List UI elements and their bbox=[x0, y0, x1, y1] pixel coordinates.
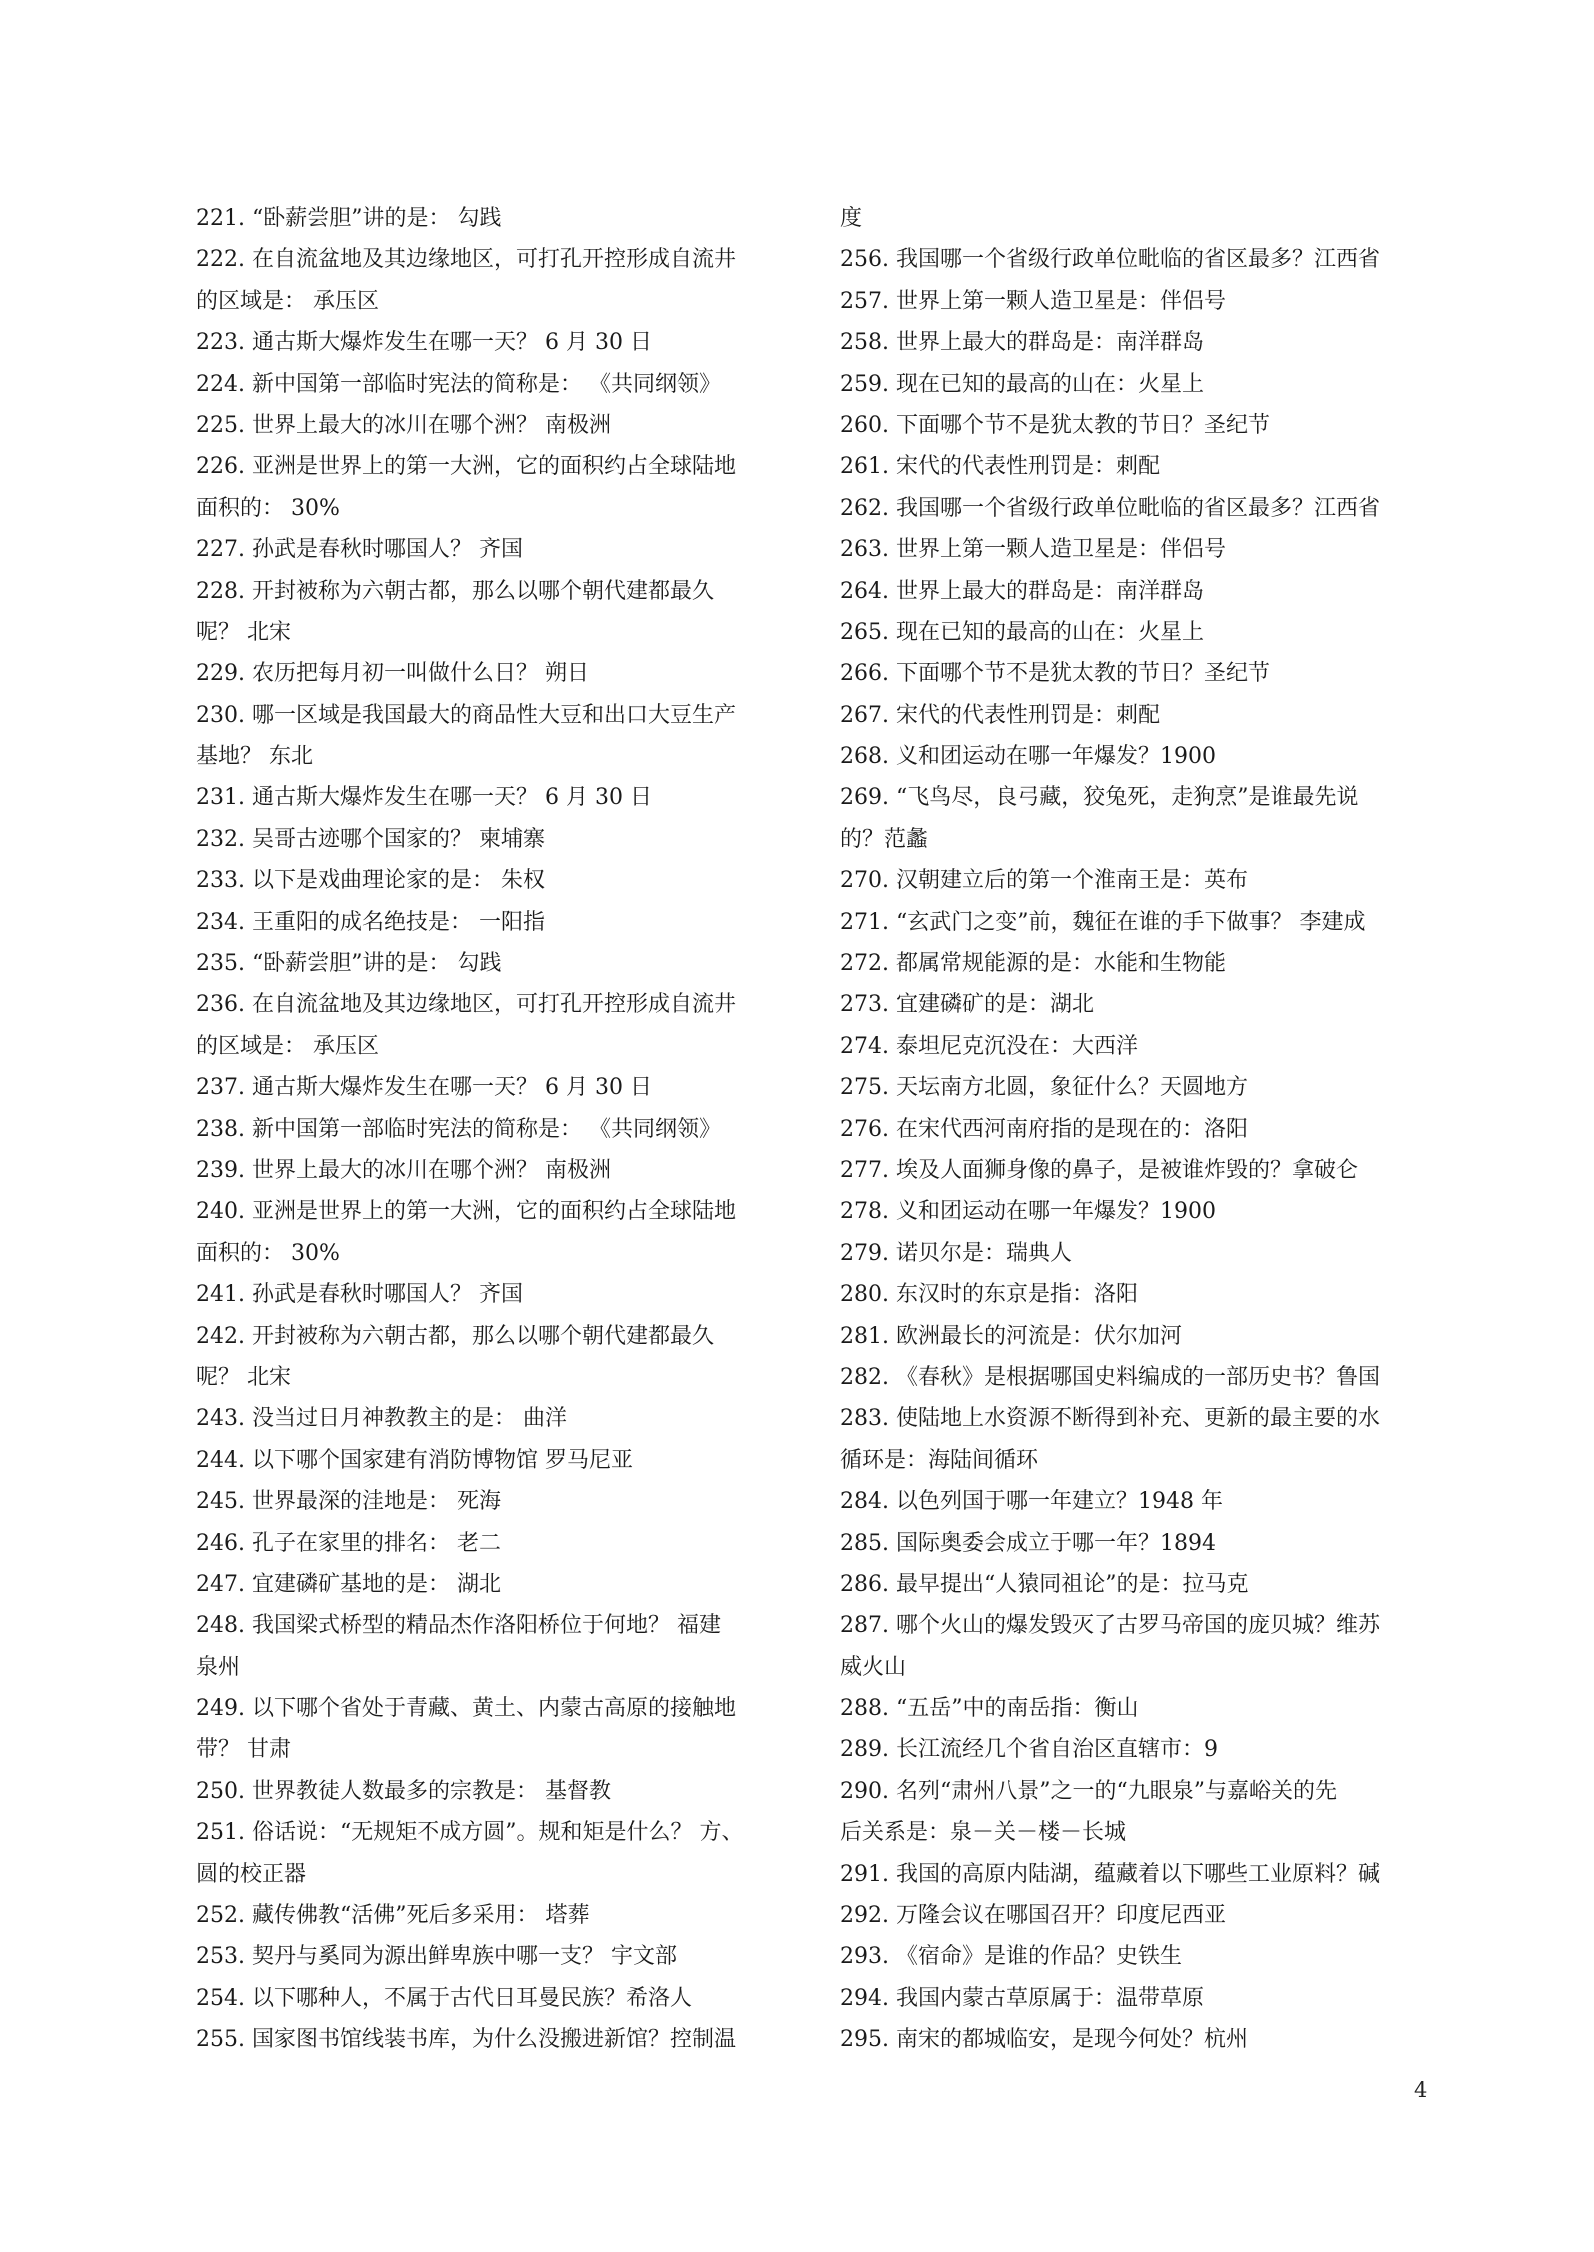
text-line: 250. 世界教徒人数最多的宗教是： 基督教 bbox=[196, 1778, 611, 1804]
text-line: 呢？ 北宋 bbox=[196, 619, 291, 645]
text-line: 271. “玄武门之变”前，魏征在谁的手下做事？ 李建成 bbox=[840, 909, 1366, 935]
text-line: 263. 世界上第一颗人造卫星是：伴侣号 bbox=[840, 537, 1226, 563]
right-column bbox=[840, 198, 1440, 2061]
text-line: 281. 欧洲最长的河流是：伏尔加河 bbox=[840, 1323, 1182, 1349]
text-line: 244. 以下哪个国家建有消防博物馆 罗马尼亚 bbox=[196, 1447, 633, 1473]
text-line: 256. 我国哪一个省级行政单位毗临的省区最多？江西省 bbox=[840, 247, 1380, 273]
text-line: 235. “卧薪尝胆”讲的是： 勾践 bbox=[196, 951, 502, 977]
text-line: 231. 通古斯大爆炸发生在哪一天？ 6 月 30 日 bbox=[196, 785, 652, 811]
text-line: 241. 孙武是春秋时哪国人？ 齐国 bbox=[196, 1282, 523, 1308]
text-line: 的？范蠡 bbox=[840, 826, 929, 852]
text-line: 泉州 bbox=[196, 1654, 241, 1680]
text-line: 228. 开封被称为六朝古都，那么以哪个朝代建都最久 bbox=[196, 578, 714, 604]
text-line: 246. 孔子在家里的排名： 老二 bbox=[196, 1530, 501, 1556]
text-line: 圆的校正器 bbox=[196, 1861, 307, 1887]
text-line: 229. 农历把每月初一叫做什么日？ 朔日 bbox=[196, 661, 589, 687]
text-line: 226. 亚洲是世界上的第一大洲，它的面积约占全球陆地 bbox=[196, 454, 736, 480]
text-line: 291. 我国的高原内陆湖，蕴藏着以下哪些工业原料？碱 bbox=[840, 1861, 1380, 1887]
text-line: 289. 长江流经几个省自治区直辖市：9 bbox=[840, 1737, 1218, 1763]
text-line: 287. 哪个火山的爆发毁灭了古罗马帝国的庞贝城？维苏 bbox=[840, 1613, 1380, 1639]
text-line: 253. 契丹与奚同为源出鲜卑族中哪一支？ 宇文部 bbox=[196, 1944, 677, 1970]
text-line: 度 bbox=[840, 206, 863, 231]
text-line: 293. 《宿命》是谁的作品？史铁生 bbox=[840, 1944, 1182, 1970]
text-line: 230. 哪一区域是我国最大的商品性大豆和出口大豆生产 bbox=[196, 702, 736, 728]
text-line: 242. 开封被称为六朝古都，那么以哪个朝代建都最久 bbox=[196, 1323, 714, 1349]
text-line: 221. “卧薪尝胆”讲的是： 勾践 bbox=[196, 206, 502, 231]
text-line: 236. 在自流盆地及其边缘地区，可打孔开控形成自流井 bbox=[196, 992, 736, 1018]
text-line: 272. 都属常规能源的是：水能和生物能 bbox=[840, 951, 1226, 977]
text-line: 后关系是：泉－关－楼－长城 bbox=[840, 1820, 1127, 1846]
text-line: 248. 我国梁式桥型的精品杰作洛阳桥位于何地？ 福建 bbox=[196, 1613, 721, 1639]
text-line: 237. 通古斯大爆炸发生在哪一天？ 6 月 30 日 bbox=[196, 1075, 652, 1101]
page-number: 4 bbox=[1414, 2078, 1428, 2102]
text-line: 261. 宋代的代表性刑罚是：刺配 bbox=[840, 454, 1160, 480]
text-line: 288. “五岳”中的南岳指：衡山 bbox=[840, 1696, 1139, 1722]
text-line: 274. 泰坦尼克沉没在：大西洋 bbox=[840, 1033, 1138, 1059]
text-line: 278. 义和团运动在哪一年爆发？1900 bbox=[840, 1199, 1216, 1225]
text-line: 266. 下面哪个节不是犹太教的节日？圣纪节 bbox=[840, 661, 1270, 687]
text-line: 222. 在自流盆地及其边缘地区，可打孔开控形成自流井 bbox=[196, 247, 736, 273]
text-line: 面积的： 30% bbox=[196, 1240, 340, 1266]
text-line: 255. 国家图书馆线装书库，为什么没搬进新馆？控制温 bbox=[196, 2027, 736, 2053]
text-line: 275. 天坛南方北圆，象征什么？天圆地方 bbox=[840, 1075, 1248, 1101]
text-line: 245. 世界最深的洼地是： 死海 bbox=[196, 1489, 501, 1515]
text-line: 224. 新中国第一部临时宪法的简称是： 《共同纲领》 bbox=[196, 371, 721, 397]
text-line: 232. 吴哥古迹哪个国家的？ 柬埔寨 bbox=[196, 826, 545, 852]
text-line: 239. 世界上最大的冰川在哪个洲？ 南极洲 bbox=[196, 1157, 611, 1183]
text-line: 265. 现在已知的最高的山在：火星上 bbox=[840, 619, 1204, 645]
text-line: 269. “飞鸟尽，良弓藏，狡兔死，走狗烹”是谁最先说 bbox=[840, 785, 1359, 811]
text-line: 251. 俗话说：“无规矩不成方圆”。规和矩是什么？ 方、 bbox=[196, 1820, 744, 1846]
text-line: 290. 名列“肃州八景”之一的“九眼泉”与嘉峪关的先 bbox=[840, 1778, 1337, 1804]
text-line: 270. 汉朝建立后的第一个淮南王是：英布 bbox=[840, 868, 1248, 894]
text-line: 285. 国际奥委会成立于哪一年？1894 bbox=[840, 1530, 1216, 1556]
text-line: 258. 世界上最大的群岛是：南洋群岛 bbox=[840, 330, 1204, 356]
text-line: 面积的： 30% bbox=[196, 495, 340, 521]
text-line: 249. 以下哪个省处于青藏、黄土、内蒙古高原的接触地 bbox=[196, 1696, 736, 1722]
text-line: 292. 万隆会议在哪国召开？印度尼西亚 bbox=[840, 1903, 1226, 1929]
text-line: 233. 以下是戏曲理论家的是： 朱权 bbox=[196, 868, 545, 894]
text-line: 252. 藏传佛教“活佛”死后多采用： 塔葬 bbox=[196, 1903, 590, 1929]
text-line: 238. 新中国第一部临时宪法的简称是： 《共同纲领》 bbox=[196, 1116, 721, 1142]
text-line: 254. 以下哪种人，不属于古代日耳曼民族？希洛人 bbox=[196, 1985, 692, 2011]
text-line: 的区域是： 承压区 bbox=[196, 288, 379, 314]
text-line: 基地？ 东北 bbox=[196, 744, 313, 770]
text-line: 带？ 甘肃 bbox=[196, 1737, 291, 1763]
text-line: 295. 南宋的都城临安，是现今何处？杭州 bbox=[840, 2027, 1248, 2053]
text-line: 225. 世界上最大的冰川在哪个洲？ 南极洲 bbox=[196, 412, 611, 438]
text-line: 247. 宜建磷矿基地的是： 湖北 bbox=[196, 1571, 501, 1597]
text-line: 呢？ 北宋 bbox=[196, 1364, 291, 1390]
text-line: 223. 通古斯大爆炸发生在哪一天？ 6 月 30 日 bbox=[196, 330, 652, 356]
text-line: 267. 宋代的代表性刑罚是：刺配 bbox=[840, 702, 1160, 728]
text-line: 277. 埃及人面狮身像的鼻子，是被谁炸毁的？拿破仑 bbox=[840, 1157, 1358, 1183]
text-line: 283. 使陆地上水资源不断得到补充、更新的最主要的水 bbox=[840, 1406, 1380, 1432]
text-line: 282. 《春秋》是根据哪国史料编成的一部历史书？鲁国 bbox=[840, 1364, 1380, 1390]
text-line: 273. 宜建磷矿的是：湖北 bbox=[840, 992, 1094, 1018]
text-line: 276. 在宋代西河南府指的是现在的：洛阳 bbox=[840, 1116, 1248, 1142]
text-line: 268. 义和团运动在哪一年爆发？1900 bbox=[840, 744, 1216, 770]
text-line: 234. 王重阳的成名绝技是： 一阳指 bbox=[196, 909, 545, 935]
text-line: 260. 下面哪个节不是犹太教的节日？圣纪节 bbox=[840, 412, 1270, 438]
text-line: 284. 以色列国于哪一年建立？1948 年 bbox=[840, 1489, 1223, 1515]
text-line: 280. 东汉时的东京是指：洛阳 bbox=[840, 1282, 1138, 1308]
text-line: 243. 没当过日月神教教主的是： 曲洋 bbox=[196, 1406, 567, 1432]
text-line: 294. 我国内蒙古草原属于：温带草原 bbox=[840, 1985, 1204, 2011]
text-line: 循环是：海陆间循环 bbox=[840, 1447, 1039, 1473]
text-line: 威火山 bbox=[840, 1654, 907, 1680]
text-line: 257. 世界上第一颗人造卫星是：伴侣号 bbox=[840, 288, 1226, 314]
text-line: 264. 世界上最大的群岛是：南洋群岛 bbox=[840, 578, 1204, 604]
left-column bbox=[196, 198, 786, 2061]
text-line: 259. 现在已知的最高的山在：火星上 bbox=[840, 371, 1204, 397]
text-line: 227. 孙武是春秋时哪国人？ 齐国 bbox=[196, 537, 523, 563]
text-line: 240. 亚洲是世界上的第一大洲，它的面积约占全球陆地 bbox=[196, 1199, 736, 1225]
text-line: 的区域是： 承压区 bbox=[196, 1033, 379, 1059]
text-line: 279. 诺贝尔是：瑞典人 bbox=[840, 1240, 1072, 1266]
text-line: 286. 最早提出“人猿同祖论”的是：拉马克 bbox=[840, 1571, 1249, 1597]
text-line: 262. 我国哪一个省级行政单位毗临的省区最多？江西省 bbox=[840, 495, 1380, 521]
